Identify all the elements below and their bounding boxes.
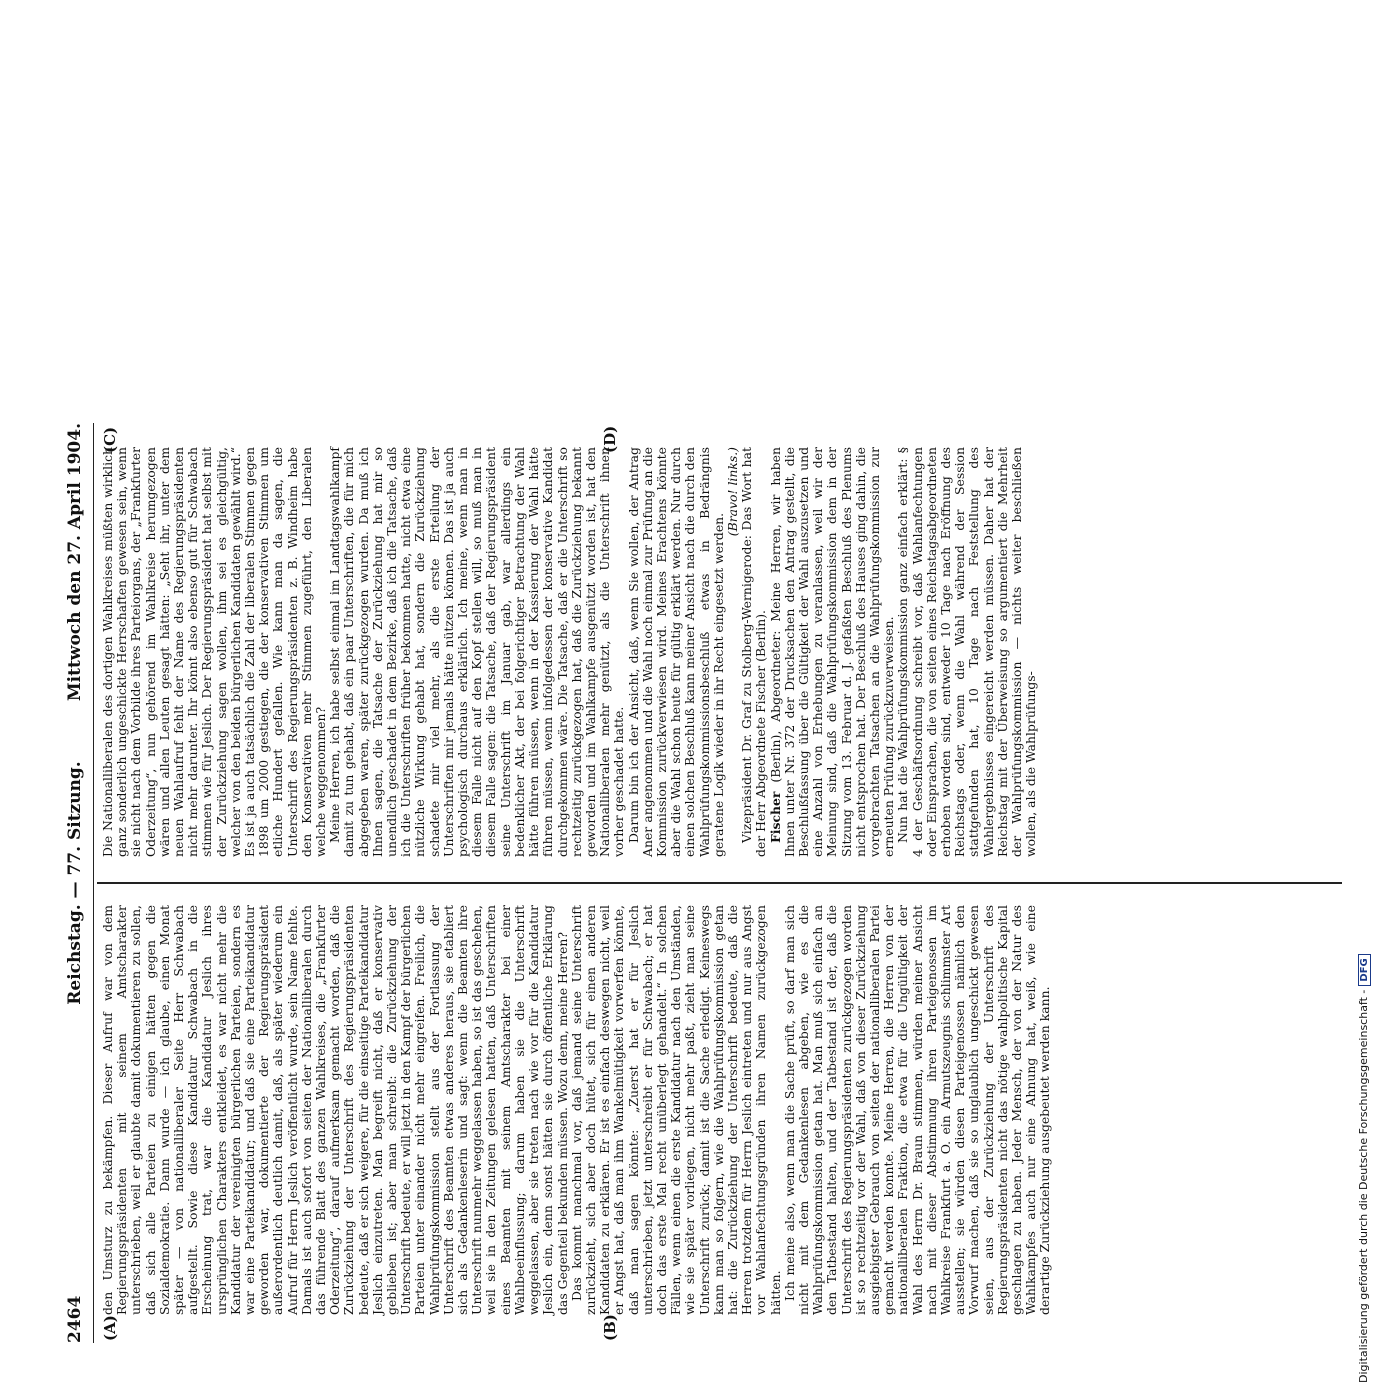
margin-marker-b: (B) bbox=[601, 1314, 619, 1341]
president-announcement: Vizepräsident Dr. Graf zu Stolberg-Wernigerode: Das Wort hat der Herr Abgeordnete Fischer (Berlin). bbox=[739, 447, 769, 857]
right-paragraph-3: Darum bin ich der Ansicht, daß, wenn Sie wollen, der Antrag Aner angenommen und die Wahl noch einmal zur Prüfung an die Kommission zurückverwiesen wird. Meines Erachtens könnte aber die Wahl schon heute für gültig erklärt werden. Nur durch einen solchen Beschluß kann meiner Ansicht nach die durch den Wahlprüfungskommissionsbeschluß etwas in Bedrängnis geratene Logik wieder in ihr Recht eingesetzt werden. bbox=[625, 447, 726, 857]
session-date: Mittwoch den 27. April 1904. bbox=[65, 423, 85, 702]
margin-marker-c: (C) bbox=[101, 426, 119, 453]
margin-marker-a: (A) bbox=[101, 1315, 119, 1341]
left-paragraph-1: den Umsturz zu bekämpfen. Dieser Aufruf war von dem Regierungspräsidenten mit seinem Amtscharakter unterschrieben, weil er glaubte damit dokumentieren zu sollen, daß sich alle Parteien zu einigen hätten gegen die Sozialdemokratie. Dann wurde — ich glaube, einen Monat später — von nationalliberaler Seite Herr Schwabach aufgestellt. Sowie diese Kandidatur Schwabach in die Erscheinung trat, war die Kandidatur Jeslich ihres ursprünglichen Charakters entkleidet, es war nicht mehr die Kandidatur der vereinigten bürgerlichen Parteien, sondern es war eine Parteikandidatur; und daß sie eine Parteikandidatur geworden war, dokumentierte der Regierungspräsident außerordentlich deutlich damit, daß, als später wiederum ein Aufruf für Herrn Jeslich veröffentlicht wurde, sein Name fehlte. Damals ist auch sofort von seiten der Nationalliberalen durch das führende Blatt des ganzen Wahlkreises, die „Frankfurter Oderzeitung“, darauf aufmerksam gemacht worden, daß die Zurückziehung der Unterschrift des Regierungspräsidenten bedeute, daß er sich weigere, für die einseitige Parteikandidatur Jeslich einzutreten. Man begreift nicht, daß er konservativ geblieben ist; aber man schreibt: die Zurückziehung der Unterschrift bedeute, er will jetzt in den Kampf der bürgerlichen Parteien unter einander nicht mehr eingreifen. Freilich, die Wahlprüfungskommission stellt aus der Fortlassung der Unterschrift des Beamten etwas anderes heraus, sie etabliert sich als Gedankenleserin und sagt: wenn die Beamten ihre Unterschrift nunmehr weggelassen haben, so ist das geschehen, weil sie in den Zeitungen gelesen hatten, daß Unterschriften eines Beamten mit seinem Amtscharakter bei einer Wahlbeeinflussung; darum haben sie die Unterschrift weggelassen, aber sie treten nach wie vor für die Kandidatur Jeslich ein, denn sonst hätten sie durch öffentliche Erklärung das Gegenteil bekunden müssen. Wozu denn, meine Herren? bbox=[100, 905, 570, 1315]
speaker-name: Fischer bbox=[767, 791, 783, 843]
margin-marker-d: (D) bbox=[601, 425, 619, 453]
header-rule bbox=[93, 423, 94, 1343]
left-paragraph-2: Das kommt manchmal vor, daß jemand seine Unterschrift zurückzieht, sich aber doch hütet, sich für einen anderen Kandidaten zu erklären. Er ist es einfach deswegen nicht, weil er Angst hat, daß man ihm Wankelmütigkeit vorwerfen könnte, daß man sagen könnte: „Zuerst hat er für Jeslich unterschrieben, jetzt unterschreibt er für Schwabach; er hat doch das erste Mal recht unüberlegt gehandelt.“ In solchen Fällen, wenn einen die erste Kandidatur nach den Umständen, wie sie später vorliegen, nicht mehr paßt, zieht man seine Unterschrift zurück; damit ist die Sache erledigt. Keineswegs kann man so folgern, wie die Wahlprüfungskommission getan hat: die Zurückziehung der Unterschrift bedeute, daß die Herren trotzdem für Herrn Jeslich eintreten und nur aus Angst vor Wahlanfechtungsgründen ihren Namen zurückgezogen hätten. bbox=[568, 905, 783, 1315]
column-divider bbox=[97, 882, 1342, 884]
dfg-logo: DFG bbox=[1358, 954, 1371, 985]
applause-note: (Bravo! links.) bbox=[724, 447, 740, 537]
page-header bbox=[65, 423, 91, 1343]
speaker-speech: (Berlin), Abgeordneter: Meine Herren, wir haben Ihnen unter Nr. 372 der Drucksachen den Antrag gestellt, die Beschlußfassung über die Gültigkeit der Wahl auszusetzen und eine Anzahl von Erhebungen zu veranlassen, weil wir der Meinung sind, daß die Wahlprüfungskommission dem in der Sitzung vom 13. Februar d. J. gefaßten Beschluß des Plenums nicht entsprochen hat. Der Beschluß des Hauses ging dahin, die vorgebrachten Tatsachen an die Wahlprüfungskommission zur erneuten Prüfung zurückzuverweisen. bbox=[767, 447, 897, 857]
credit-text: Digitalisierung gefördert durch die Deutsche Forschungsgemeinschaft - bbox=[1357, 989, 1370, 1383]
right-paragraph-1: Die Nationalliberalen des dortigen Wahlkreises müßten wirklich ganz sonderlich ungeschickte Herrschaften gewesen sein, wenn sie nicht nach dem Vorbilde ihres Parteiorgans, der „Frankfurter Oderzeitung“, nun gehörend im Wahlkreise herumgezogen wären und allen Leuten gesagt hätten: „Seht ihr, unter dem neuen Wahlaufruf fehlt der Name des Regierungspräsidenten nicht mehr darunter. Ihr könnt also ebenso gut für Schwabach stimmen wie für Jeslich. Der Regierungspräsident hat selbst mit der Zurückziehung sagen wollen, ihm sei es gleichgültig, welcher von den beiden bürgerlichen Kandidaten gewählt wird.“ Es ist ja auch tatsächlich die Zahl der liberalen Stimmen gegen 1898 um 2000 gestiegen, die der konservativen Stimmen um etliche Hundert gefallen. Wie kann man da sagen, die Unterschrift des Regierungspräsidenten z. B. Windheim habe den Konservativen mehr Stimmen zugeführt, den Liberalen welche weggenommen? bbox=[100, 447, 329, 857]
session-title: Reichstag. — 77. Sitzung. bbox=[65, 761, 85, 1005]
speaker-paragraph bbox=[769, 447, 897, 857]
left-column bbox=[101, 905, 1331, 1315]
right-paragraph-2: Meine Herren, ich habe selbst einmal im Landtagswahlkampf damit zu tun gehabt, daß ein paar Unterschriften, die für mich abgegeben waren, später zurückgezogen wurden. Da muß ich Ihnen sagen, die Tatsache der Zurückziehung hat mir so unendlich geschadet in dem Bezirke, daß ich die Tatsache, daß ich die Unterschriften früher bekommen hatte, nicht etwa eine nützliche Wirkung gehabt hat, sondern die Zurückziehung schadete mir viel mehr, als die erste Erteilung der Unterschriften mir jemals hätte nützen können. Das ist ja auch psychologisch durchaus erklärlich. Ich meine, wenn man in diesem Falle nicht auf den Kopf stellen will, so muß man in diesem Falle sagen: die Tatsache, daß der Regierungspräsident seine Unterschrift im Januar gab, war allerdings ein bedenklicher Akt, der bei folgerichtiger Betrachtung der Wahl hätte führen müssen, wenn in der Kassierung der Wahl hätte führen müssen, wenn infolgedessen der konservative Kandidat durchgekommen wäre. Die Tatsache, daß er die Unterschrift so rechtzeitig zurückgezogen hat, daß die Zurückziehung bekannt geworden und im Wahlkampfe ausgenützt worden ist, hat den Nationalliberalen mehr genützt, als die Unterschrift ihnen vorher geschadet hatte. bbox=[327, 447, 627, 857]
right-column bbox=[100, 447, 1039, 857]
document-page bbox=[5, 383, 1378, 1383]
left-paragraph-3: Ich meine also, wenn man die Sache prüft, so darf man sich nicht mit dem Gedankenlesen abgeben, wie es die Wahlprüfungskommission getan hat. Man muß sich einfach an den Tatbestand halten, und der Tatbestand ist der, daß die Unterschrift des Regierungspräsidenten zurückgezogen worden ist so rechtzeitig vor der Wahl, daß von dieser Zurückziehung ausgiebigster Gebrauch von seiten der nationalliberalen Partei gemacht werden konnte. Meine Herren, die Herren von der nationalliberalen Fraktion, die etwa für die Ungültigkeit der Wahl des Herrn Dr. Braun stimmen, würden meiner Ansicht nach mit dieser Abstimmung ihren Parteigenossen im Wahlkreise Frankfurt a. O. ein Armutszeugnis schlimmster Art ausstellen; sie würden diesen Parteigenossen nämlich den Vorwurf machen, daß sie so unglaublich ungeschickt gewesen seien, aus der Zurückziehung der Unterschrift des Regierungspräsidenten nicht das nötige wahlpolitische Kapital geschlagen zu haben. Jeder Mensch, der von der Natur des Wahlkampfes auch nur eine Ahnung hat, weiß, wie eine derartige Zurückziehung ausgebeutet werden kann. bbox=[781, 905, 1053, 1315]
page-number: 2464 bbox=[65, 1295, 85, 1343]
digitization-credit bbox=[1357, 383, 1371, 1383]
right-paragraph-tail: Nun hat die Wahlprüfungskommission ganz einfach erklärt: § 4 der Geschäftsordnung schreibt vor, daß Wahlanfechtungen oder Einsprachen, die von seiten eines Reichstagsabgeordneten erhoben worden sind, entweder 10 Tage nach Eröffnung des Reichstags oder, wenn die Wahl während der Session stattgefunden hat, 10 Tage nach Feststellung des Wahlergebnisses eingereicht werden müssen. Daher hat der Reichstag mit der Überweisung so argumentiert die Mehrheit der Wahlprüfungskommission — nichts weiter beschließen wollen, als die Wahlprüfungs- bbox=[895, 447, 1039, 857]
